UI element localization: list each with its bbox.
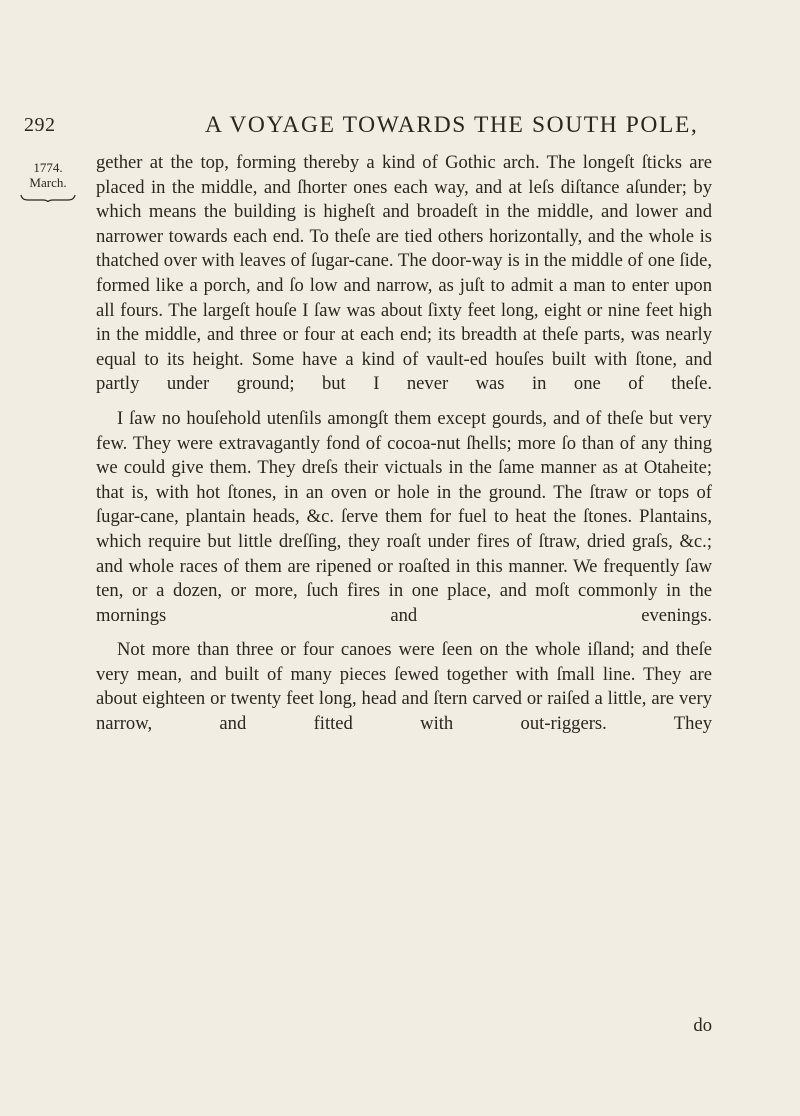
margin-year: 1774. — [33, 160, 63, 175]
margin-month: March. — [29, 175, 67, 190]
margin-brace — [20, 194, 76, 202]
paragraph-utensils: I ſaw no houſehold utenſils amongſt them except gourds, and of theſe but very few. They were extravagantly fond of cocoa-nut ſhells; more ſo than of any thing we could give them. They dreſs their victuals in the ſame manner as at Otaheite; that is, with hot ſtones, in an oven or hole in the ground. The ſtraw or tops of ſugar-cane, plantain heads, &c. ſerve them for fuel to heat the ſtones. Plantains, which require but little dreſſing, they roaſt under fires of ſtraw, dried graſs, &c.; and whole races of them are ripened or roaſted in this manner. We frequently ſaw ten, or a dozen, or more, ſuch fires in one place, and moſt commonly in the mornings and evenings. — [96, 407, 712, 626]
catchword: do — [693, 1015, 712, 1036]
page-header — [0, 112, 800, 146]
body-text — [96, 151, 712, 737]
paragraph-canoes: Not more than three or four canoes were ſeen on the whole iſland; and theſe very mean, and built of many pieces ſewed together with ſmall line. They are about eighteen or twenty feet long, head and ſtern carved or raiſed a little, are very narrow, and fitted with out-riggers. They — [96, 639, 712, 735]
paragraph-houses: gether at the top, forming thereby a kind of Gothic arch. The longeſt ſticks are placed in the middle, and ſhorter ones each way, and at leſs diſtance aſunder; by which means the building is higheſt and broadeſt in the middle, and lower and narrower towards each end. To theſe are tied others horizontally, and the whole is thatched over with leaves of ſugar-cane. The door-way is in the middle of one ſide, formed like a porch, and ſo low and narrow, as juſt to admit a man to enter upon all fours. The largeſt houſe I ſaw was about ſixty feet long, eight or nine feet high in the middle, and three or four at each end; its breadth at theſe parts, was nearly equal to its height. Some have a kind of vault-ed houſes built with ſtone, and partly under ground; but I never was in one of theſe. — [96, 152, 712, 395]
margin-date-note — [18, 160, 78, 190]
page-number: 292 — [24, 114, 56, 136]
running-head: A VOYAGE TOWARDS THE SOUTH POLE, — [205, 112, 699, 138]
